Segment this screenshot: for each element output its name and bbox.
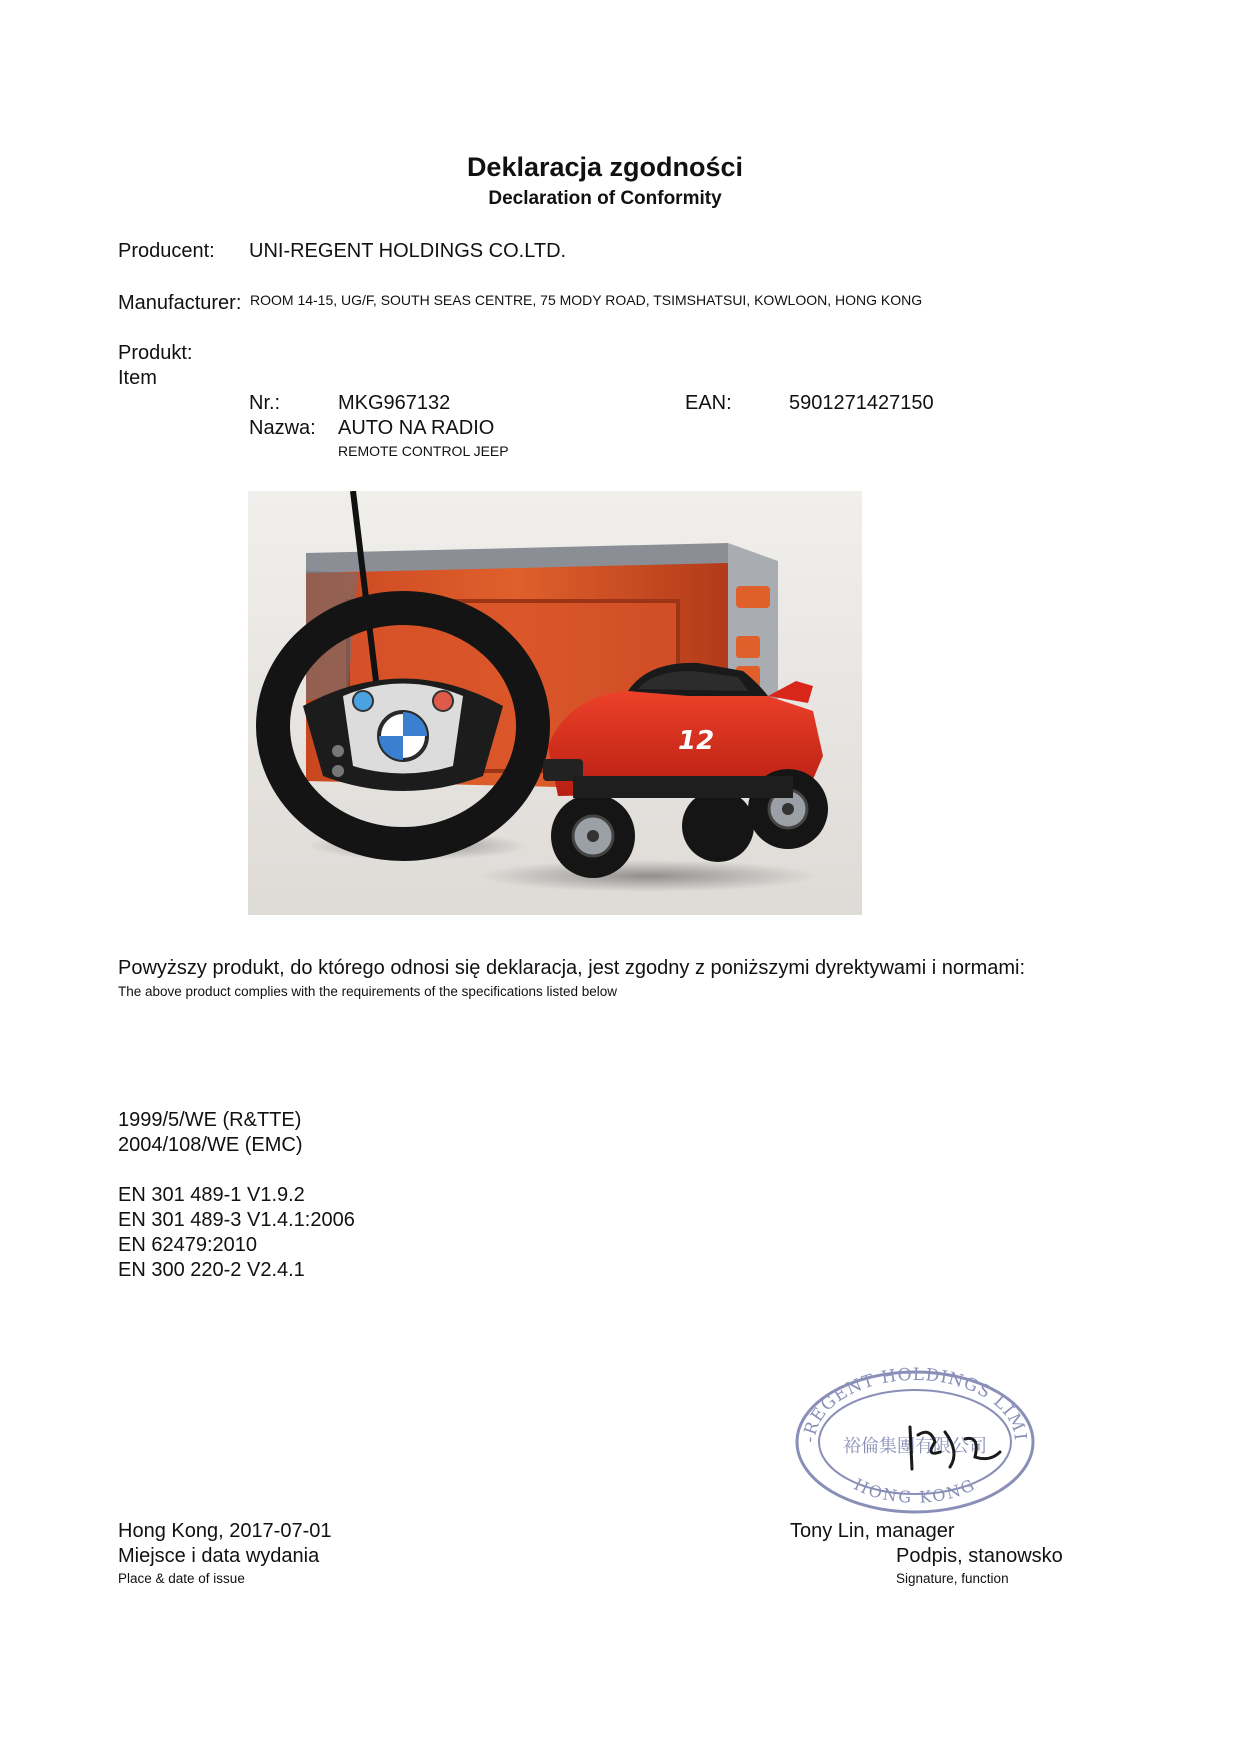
stamp-text-bottom: HONG KONG (851, 1474, 979, 1507)
svg-text:12: 12 (678, 726, 715, 756)
directive-item: 2004/108/WE (EMC) (118, 1134, 303, 1156)
manufacturer-address: ROOM 14-15, UG/F, SOUTH SEAS CENTRE, 75 MODY ROAD, TSIMSHATSUI, KOWLOON, HONG KONG (250, 292, 923, 308)
name-label: Nazwa: (249, 417, 316, 439)
document-subtitle: Declaration of Conformity (488, 188, 722, 209)
producer-name: UNI-REGENT HOLDINGS CO.LTD. (249, 240, 567, 262)
standard-item: EN 301 489-3 V1.4.1:2006 (118, 1209, 355, 1231)
product-photo (248, 491, 862, 915)
nr-label: Nr.: (249, 392, 281, 414)
compliance-statement-en: The above product complies with the requirements of the specifications listed below (118, 984, 618, 999)
compliance-statement-pl: Powyższy produkt, do którego odnosi się deklaracja, jest zgodny z poniższymi dyrektywami i normami: (118, 957, 1026, 979)
ean-label: EAN: (685, 392, 732, 414)
signatory-name: Tony Lin, manager (790, 1520, 955, 1542)
place-date-label-en: Place & date of issue (118, 1571, 245, 1586)
signature-label-en: Signature, function (896, 1571, 1009, 1586)
name-english: REMOTE CONTROL JEEP (338, 443, 509, 459)
standard-item: EN 301 489-1 V1.9.2 (118, 1184, 305, 1206)
signature-label-pl: Podpis, stanowsko (896, 1545, 1063, 1567)
product-label: Produkt: (118, 342, 193, 364)
place-date-label-pl: Miejsce i data wydania (118, 1545, 320, 1567)
stamp-text-top: -REGENT HOLDINGS LIMI (799, 1364, 1031, 1444)
document-title: Deklaracja zgodności (466, 152, 744, 182)
stamp-chinese-text: 裕倫集團有限公司 (843, 1436, 987, 1457)
nr-value: MKG967132 (338, 392, 451, 414)
name-value: AUTO NA RADIO (338, 417, 495, 439)
standard-item: EN 62479:2010 (118, 1234, 258, 1256)
rc-jeep-toy-icon (248, 491, 862, 915)
manufacturer-label: Manufacturer: (118, 292, 242, 314)
directive-item: 1999/5/WE (R&TTE) (118, 1109, 302, 1131)
company-stamp (790, 1357, 1040, 1517)
svg-text:HONG KONG (851, 1475, 979, 1507)
item-label: Item (118, 367, 157, 389)
ean-value: 5901271427150 (789, 392, 934, 414)
place-date-value: Hong Kong, 2017-07-01 (118, 1520, 332, 1542)
standard-item: EN 300 220-2 V2.4.1 (118, 1259, 305, 1281)
producer-label: Producent: (118, 240, 215, 262)
